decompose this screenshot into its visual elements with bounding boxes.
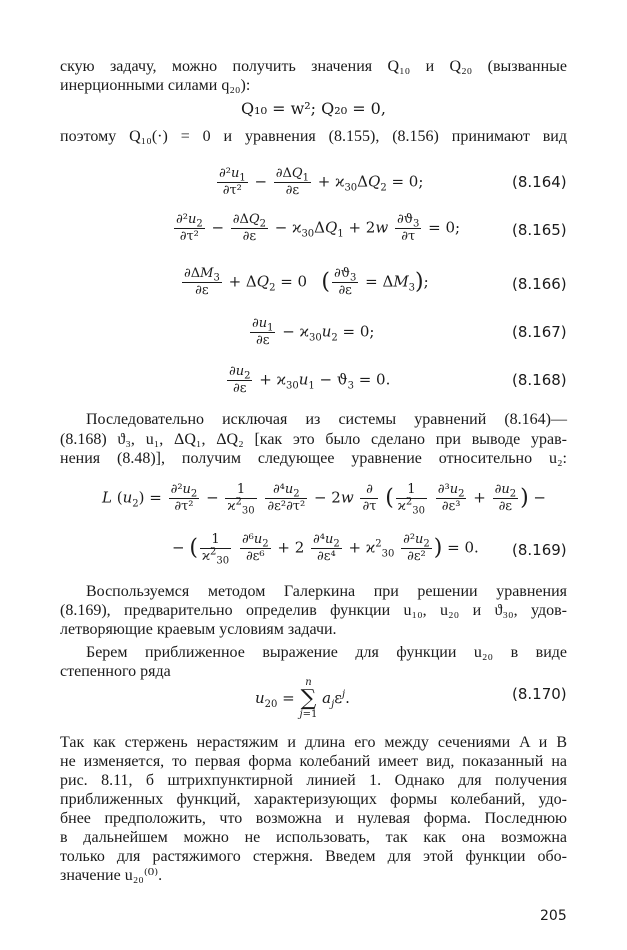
text-line: не изменяется, то первая форма колебаний имеет вид, показанный на — [60, 753, 567, 770]
text-line: скую задачу, можно получить значения Q₁₀ и Q₂₀ (вызванные — [60, 58, 567, 75]
equation-8-164: $\frac{\partial^2u_1}{\text{∂τ²}}$ − $\frac{\partial\Delta Q_1}{\partial\varepsilon}$ + $ϰ_{30}\Delta Q_2 = 0$; — [219, 166, 424, 198]
text-line: Последовательно исключая из системы уравнений (8.164)— — [86, 411, 567, 428]
equation-8-167: $\frac{\partial u_1}{\partial\varepsilon}$ − $ϰ_{30}u_2 = 0$; — [252, 316, 375, 348]
text-line: приближенных функций, характеризующих формы колебаний, удо- — [60, 791, 567, 808]
text-line: Так как стержень нерастяжим и длина его между сечениями A и B — [60, 734, 568, 751]
equation-8-169-line2: − ( $\frac{1}{ϰ^2_{30}}$ $\frac{\partial^6u_2}{\text{∂ε⁶}}$ + 2 $\frac{\partial^4u_2}{\text{∂ε⁴}}$ + $ϰ^2_{30}$ $\frac{\partial^2u_2}{\text{∂ε²}}$ ) = 0. — [172, 532, 479, 567]
equation-number: (8.168) — [512, 371, 567, 389]
equation-number: (8.164) — [512, 173, 567, 191]
text-line: значение u₂₀⁽⁰⁾. — [60, 867, 163, 884]
equation-number: (8.167) — [512, 323, 567, 341]
text-line: только для растяжимого стержня. Введем для этой функции обо- — [60, 848, 567, 865]
text-line: нения (8.48)], получим следующее уравнение относительно u₂: — [60, 450, 567, 467]
text-line: рис. 8.11, б штрихпунктирной линией 1. Однако для получения — [60, 772, 567, 789]
equation-8-169-line1: L $(u_2)$ = $\frac{\partial^2u_2}{\text{∂τ²}}$ − $\frac{1}{ϰ^2_{30}}$ $\frac{\partial^4u_2}{\text{∂ε²∂τ²}}$ − 2w $\frac{\partial}{\partial\tau}$ ( $\frac{1}{ϰ^2_{30}}$ $\frac{\partial^3u_2}{\text{∂ε³}}$ + $\frac{\partial u_2}{\partial\varepsilon}$ ) − — [102, 482, 546, 517]
equation-number: (8.166) — [512, 275, 567, 293]
text-line: в дальнейшем можно не использовать, так как она возможна — [60, 829, 567, 846]
text-line: (8.169), предварительно определив функции u₁₀, u₂₀ и ϑ₃₀, удов- — [60, 602, 567, 619]
text-line: (8.168) ϑ₃, u₁, ΔQ₁, ΔQ₂ [как это было сделано при выводе урав- — [60, 431, 567, 448]
page-number: 205 — [540, 908, 567, 924]
equation-q10: Q₁₀ = w²; Q₂₀ = 0, — [241, 99, 386, 118]
text-line: степенного ряда — [60, 663, 171, 680]
equation-8-170: $u_{20}$ = n ∑ j=1 $a_j\varepsilon^j$. — [255, 677, 350, 720]
equation-number: (8.169) — [512, 541, 567, 559]
text-line: Берем приближенное выражение для функции u₂₀ в виде — [86, 644, 568, 661]
equation-8-166: $\frac{\partial\Delta M_3}{\partial\varepsilon}$ + $\Delta Q_2 = 0$ ( $\frac{\partial ϑ_3}{\partial\varepsilon}$ = $\Delta M_3$); — [184, 266, 429, 298]
equation-number: (8.165) — [512, 221, 567, 239]
equation-8-168: $\frac{\partial u_2}{\partial\varepsilon}$ + $ϰ_{30}u_1 - ϑ_3 = 0$. — [229, 364, 391, 396]
text-line: поэтому Q₁₀(·) = 0 и уравнения (8.155), (8.156) принимают вид — [60, 128, 567, 145]
equation-8-165: $\frac{\partial^2u_2}{\text{∂τ²}}$ − $\frac{\partial\Delta Q_2}{\partial\varepsilon}$ − $ϰ_{30}\Delta Q_1 + 2w$ $\frac{\partial ϑ_3}{\partial\tau}$ = 0; — [176, 212, 461, 244]
text-line: летворяющие краевым условиям задачи. — [60, 621, 337, 638]
text-line: бнее предположить, что возможна и нулевая форма. Последнюю — [60, 810, 567, 827]
text-line: инерционными силами q₂₀): — [60, 77, 251, 94]
equation-number: (8.170) — [512, 685, 567, 703]
text-line: Воспользуемся методом Галеркина при решении уравнения — [86, 583, 567, 600]
